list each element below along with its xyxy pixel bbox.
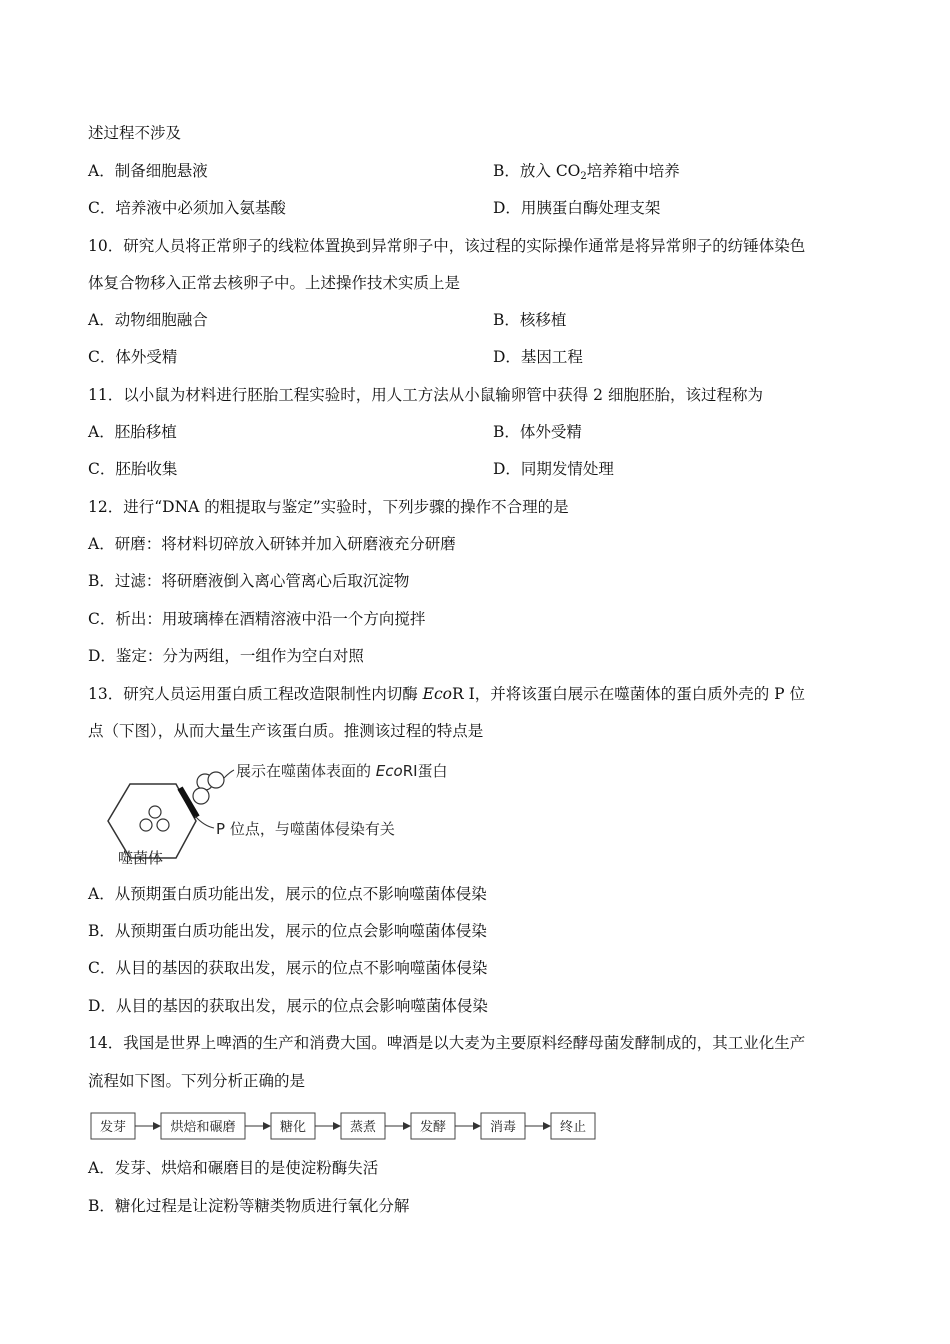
flow-step-label: 蒸煮 bbox=[349, 1120, 377, 1135]
p-site-leader-line bbox=[195, 816, 214, 828]
q9-option-d: D．用胰蛋白酶处理支架 bbox=[493, 199, 661, 217]
q12-option-d: D．鉴定：分为两组，一组作为空白对照 bbox=[88, 647, 364, 665]
q13-option-b: B．从预期蛋白质功能出发，展示的位点会影响噬菌体侵染 bbox=[88, 922, 487, 940]
q10-option-b: B．核移植 bbox=[493, 311, 567, 329]
phage-label: 噬菌体 bbox=[118, 849, 164, 867]
q13-stem-line1: 13．研究人员运用蛋白质工程改造限制性内切酶 EcoR Ⅰ，并将该蛋白展示在噬菌体的蛋白质外壳的 P 位 bbox=[88, 685, 805, 703]
q13-option-c: C．从目的基因的获取出发，展示的位点不影响噬菌体侵染 bbox=[88, 959, 488, 977]
brewing-flowchart bbox=[90, 1111, 610, 1143]
flow-step-label: 糖化 bbox=[279, 1120, 307, 1135]
q13-stem-line2: 点（下图），从而大量生产该蛋白质。推测该过程的特点是 bbox=[88, 722, 484, 740]
q11-option-a: A．胚胎移植 bbox=[88, 423, 177, 441]
q10-stem-line1: 10．研究人员将正常卵子的线粒体置换到异常卵子中，该过程的实际操作通常是将异常卵子的纺锤体染色 bbox=[88, 237, 806, 255]
flow-step-label: 发芽 bbox=[99, 1120, 127, 1135]
q12-option-b: B．过滤：将研磨液倒入离心管离心后取沉淀物 bbox=[88, 572, 410, 590]
q10-option-d: D．基因工程 bbox=[493, 348, 583, 366]
q12-stem: 12．进行“DNA 的粗提取与鉴定”实验时，下列步骤的操作不合理的是 bbox=[88, 498, 569, 516]
p-site-label: P 位点，与噬菌体侵染有关 bbox=[216, 820, 395, 838]
q13-option-d: D．从目的基因的获取出发，展示的位点会影响噬菌体侵染 bbox=[88, 997, 488, 1015]
q12-option-a: A．研磨：将材料切碎放入研钵并加入研磨液充分研磨 bbox=[88, 535, 456, 553]
q9-option-b: B．放入 $CO_2$培养箱中培养 bbox=[493, 162, 680, 182]
q11-option-c: C．胚胎收集 bbox=[88, 460, 178, 478]
q9-option-c: C．培养液中必须加入氨基酸 bbox=[88, 199, 286, 217]
flow-step-label: 消毒 bbox=[489, 1120, 517, 1135]
q10-stem-line2: 体复合物移入正常去核卵子中。上述操作技术实质上是 bbox=[88, 274, 461, 292]
q14-stem-line1: 14．我国是世界上啤酒的生产和消费大国。啤酒是以大麦为主要原料经酵母菌发酵制成的，其工业化生产 bbox=[88, 1034, 806, 1052]
protein-label: 展示在噬菌体表面的 EcoRⅠ蛋白 bbox=[236, 762, 448, 780]
q10-option-c: C．体外受精 bbox=[88, 348, 178, 366]
phage-diagram bbox=[100, 756, 520, 874]
q10-option-a: A．动物细胞融合 bbox=[88, 311, 208, 329]
q11-stem: 11．以小鼠为材料进行胚胎工程实验时，用人工方法从小鼠输卵管中获得 2 细胞胚胎，该过程称为 bbox=[88, 386, 763, 404]
q9-stem-end: 述过程不涉及 bbox=[88, 124, 182, 142]
phage-dot bbox=[149, 806, 161, 818]
flow-step-label: 发酵 bbox=[419, 1120, 447, 1135]
q9-option-a: A．制备细胞悬液 bbox=[88, 162, 208, 180]
flow-step-label: 烘焙和碾磨 bbox=[170, 1120, 236, 1135]
q14-option-a: A．发芽、烘焙和碾磨目的是使淀粉酶失活 bbox=[88, 1159, 379, 1177]
q14-option-b: B．糖化过程是让淀粉等糖类物质进行氧化分解 bbox=[88, 1197, 410, 1215]
protein-circle bbox=[208, 772, 224, 788]
q14-stem-line2: 流程如下图。下列分析正确的是 bbox=[88, 1072, 306, 1090]
protein-leader-line bbox=[224, 770, 234, 778]
q13-option-a: A．从预期蛋白质功能出发，展示的位点不影响噬菌体侵染 bbox=[88, 885, 487, 903]
flow-step-label: 终止 bbox=[559, 1120, 587, 1135]
q11-option-b: B．体外受精 bbox=[493, 423, 582, 441]
protein-circle bbox=[193, 788, 209, 804]
phage-dot bbox=[157, 819, 169, 831]
q11-option-d: D．同期发情处理 bbox=[493, 460, 614, 478]
q12-option-c: C．析出：用玻璃棒在酒精溶液中沿一个方向搅拌 bbox=[88, 610, 426, 628]
phage-dot bbox=[140, 819, 152, 831]
